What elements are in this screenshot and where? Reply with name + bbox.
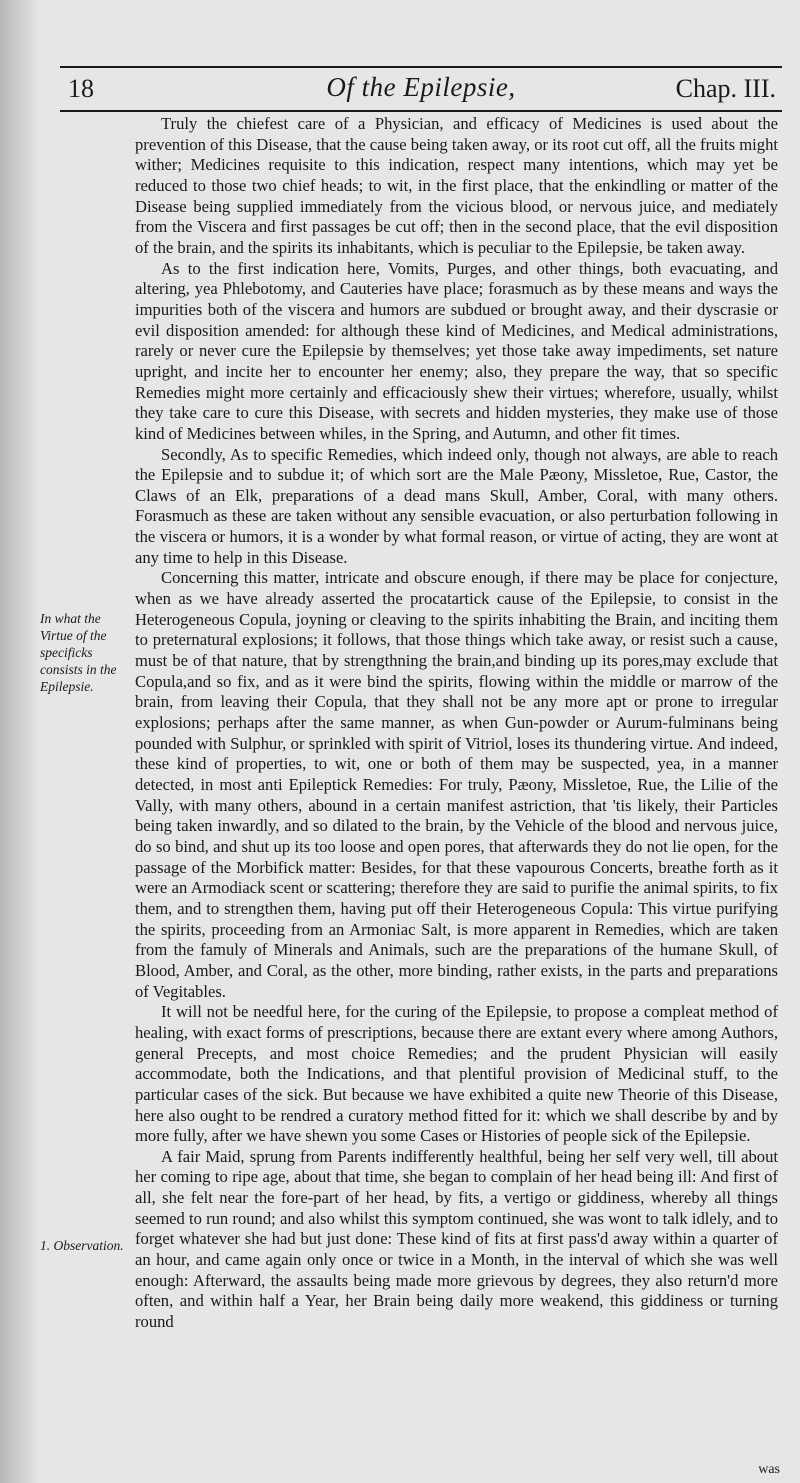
page-number: 18 [68,74,94,103]
margin-note-observation: 1. Observation. [40,1238,124,1253]
paragraph-first-indication: As to the first indication here, Vomits, Purges, and other things, both evacuating, and altering, yea Phlebotomy, and Cauteries have place; forasmuch as by these means and ways the impurities both of the viscera and humors are subdued or brought away, and their dyscrasie or evil disposition amended: for although these kind of Medicines, and Medical administrations, rarely or never cure the Epilepsie by themselves; yet those take away impediments, set nature upright, and incite her to encounter her enemy; also, they prepare the way, that so specific Remedies might more certainly and efficaciously shew their virtues; wherefore, usually, whilst they take care to cure this Disease, with secrets and hidden mysteries, they make use of those kind of Medicines between whiles, in the Spring, and Autumn, and other fit times. [135,258,778,443]
chapter-label: Chap. III. [675,74,776,103]
margin-note-virtue: In what the Virtue of the specificks consists in the Epilepsie. [40,611,117,694]
header-rule-bottom [60,110,782,112]
paragraph-method: It will not be needful here, for the curing of the Epilepsie, to propose a compleat method of healing, with exact forms of prescriptions, because there are extant every where among Authors, general Precepts, and most choice Remedies; and the prudent Physician will easily accommodate, both the Indications, and that plentiful provision of Medicinal stuff, to the particular cases of the sick. But because we have exhibited a quite new Theorie of this Disease, here also ought to be rendred a curatory method fitted for it: which we shall describe by and by more fully, after we have shewn you some Cases or Histories of people sick of the Epilepsie. [135,1002,778,1146]
catchword: was [758,1462,780,1477]
header-rule-top [60,66,782,68]
paragraph-observation: A fair Maid, sprung from Parents indifferently healthful, being her self very well, till about her coming to ripe age, about that time, she began to complain of her head being ill: And first of all, she felt near the fore-part of her head, by fits, a vertigo or giddiness, whereby all things seemed to run round; and also whilst this symptom continued, she was wont to talk idlely, and to forget whatever she had but just done: These kind of fits at first pass'd away within a quarter of an hour, and came again only once or twice in a Month, in the interval of which she was well enough: Afterward, the assaults being made more grievous by degrees, they also return'd more often, and within half a Year, her Brain being daily more weakend, this giddiness or turning round [135,1146,778,1332]
running-title: Of the Epilepsie, [326,72,516,102]
paragraph-conjecture: Concerning this matter, intricate and obscure enough, if there may be place for conjecture, when as we have already asserted the procatartick cause of the Epilepsie, to consist in the Heterogeneous Copula, joyning or cleaving to the spirits inhabiting the Brain, and inciting them to preternatural explosions; it follows, that those things which take away, or resist such a cause, must be of that nature, that by strengthning the brain,and binding up its pores,may exclude that Copula,and so fix, and as it were bind the spirits, flowing within the middle or marrow of the brain, from leaving their Copula, that they shall not be any more apt or prone to irregular explosions; perhaps after the same manner, as when Gun-powder or Aurum-fulminans being pounded with Sulphur, or sprinkled with spirit of Vitriol, loses its thundering virtue. And indeed, these kind of properties, to wit, one or both of them may be suspected, yea, in a manner detected, in most anti Epileptick Remedies: For truly, Pæony, Missletoe, Rue, the Lilie of the Vally, with many others, abound in a certain manifest astriction, that 'tis likely, their Particles being taken inwardly, and so dilated to the brain, by the Vehicle of the blood and nervous juice, do so bind, and shut up its too loose and open pores, that afterwards they do not lie open, for the passage of the Morbifick matter: Besides, for that these vapourous Concerts, breathe forth as it were an Armodiack scent or scattering; therefore they are said to purifie the animal spirits, to fix them, and to strengthen them, having put off their Heterogeneous Copula: This virtue purifying the spirits, proceeding from an Armoniac Salt, is more apparent in Remedies, which are taken from the famuly of Minerals and Animals, such are the preparations of the humane Skull, of Blood, Amber, and Coral, as the other, more binding, rather exists, in the parts and preparations of Vegitables. [135,568,778,1001]
body-text [135,114,778,1333]
paragraph-prevention: Truly the chiefest care of a Physician, and efficacy of Medicines is used about the prevention of this Disease, that the cause being taken away, or its root cut off, all the fruits might wither; Medicines requisite to this indication, respect many intentions, which may yet be reduced to those two chief heads; to wit, in the first place, that the enkindling or matter of the Disease being supplied immediately from the vicious blood, or nervous juice, and mediately from the Viscera and first passages be cut off; then in the second place, that the evil disposition of the brain, and the spirits its inhabitants, which is peculiar to the Epilepsie, be taken away. [135,114,778,257]
paragraph-specific-remedies: Secondly, As to specific Remedies, which indeed only, though not always, are able to reach the Epilepsie and to subdue it; of which sort are the Male Pæony, Missletoe, Rue, Castor, the Claws of an Elk, preparations of a dead mans Skull, Amber, Coral, with many others. Forasmuch as these are taken without any sensible evacuation, or also perturbation following in the viscera or humors, it is a wonder by what formal reason, or virtue of acting, they are wont at any time to help in this Disease. [135,444,778,567]
running-header [60,70,782,108]
